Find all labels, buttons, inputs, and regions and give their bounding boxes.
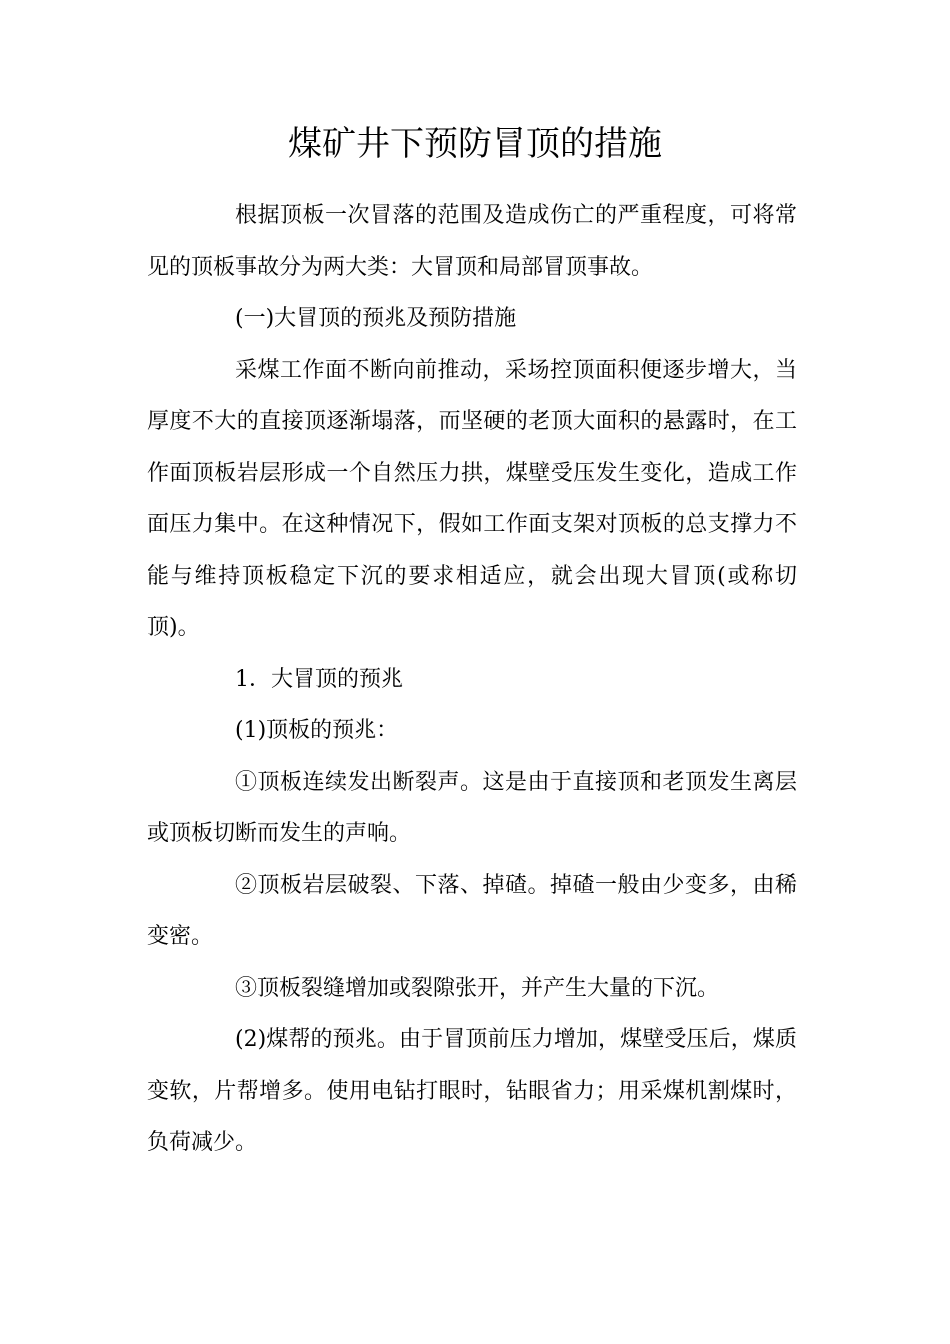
item-roof-sign-1: ①顶板连续发出断裂声。这是由于直接顶和老顶发生离层或顶板切断而发生的声响。: [147, 769, 797, 846]
document-title: 煤矿井下预防冒顶的措施: [288, 124, 662, 164]
paragraph-mechanism: 采煤工作面不断向前推动，采场控顶面积便逐步增大，当厚度不大的直接顶逐渐塌落，而坚硬的老顶大面积的悬露时，在工作面顶板岩层形成一个自然压力拱，煤壁受压发生变化，造成工作面压力集中。在这种情况下，假如工作面支架对顶板的总支撑力不能与维持顶板稳定下沉的要求相适应，就会出现大冒顶(或称切顶)。: [147, 357, 797, 640]
document-body: [147, 190, 797, 1169]
subsection-heading-warning-signs: 1．大冒顶的预兆: [235, 666, 403, 692]
item-coal-wall-signs: (2)煤帮的预兆。由于冒顶前压力增加，煤壁受压后，煤质变软，片帮增多。使用电钻打眼时，钻眼省力；用采煤机割煤时，负荷减少。: [147, 1027, 797, 1155]
item-roof-sign-3: ③顶板裂缝增加或裂隙张开，并产生大量的下沉。: [235, 975, 720, 1001]
item-roof-sign-2: ②顶板岩层破裂、下落、掉碴。掉碴一般由少变多，由稀变密。: [147, 872, 797, 949]
item-roof-signs-heading: (1)顶板的预兆：: [235, 718, 399, 743]
section-heading-major-roof-fall: (一)大冒顶的预兆及预防措施: [235, 306, 517, 331]
paragraph-intro: 根据顶板一次冒落的范围及造成伤亡的严重程度，可将常见的顶板事故分为两大类：大冒顶和局部冒顶事故。: [147, 203, 797, 280]
